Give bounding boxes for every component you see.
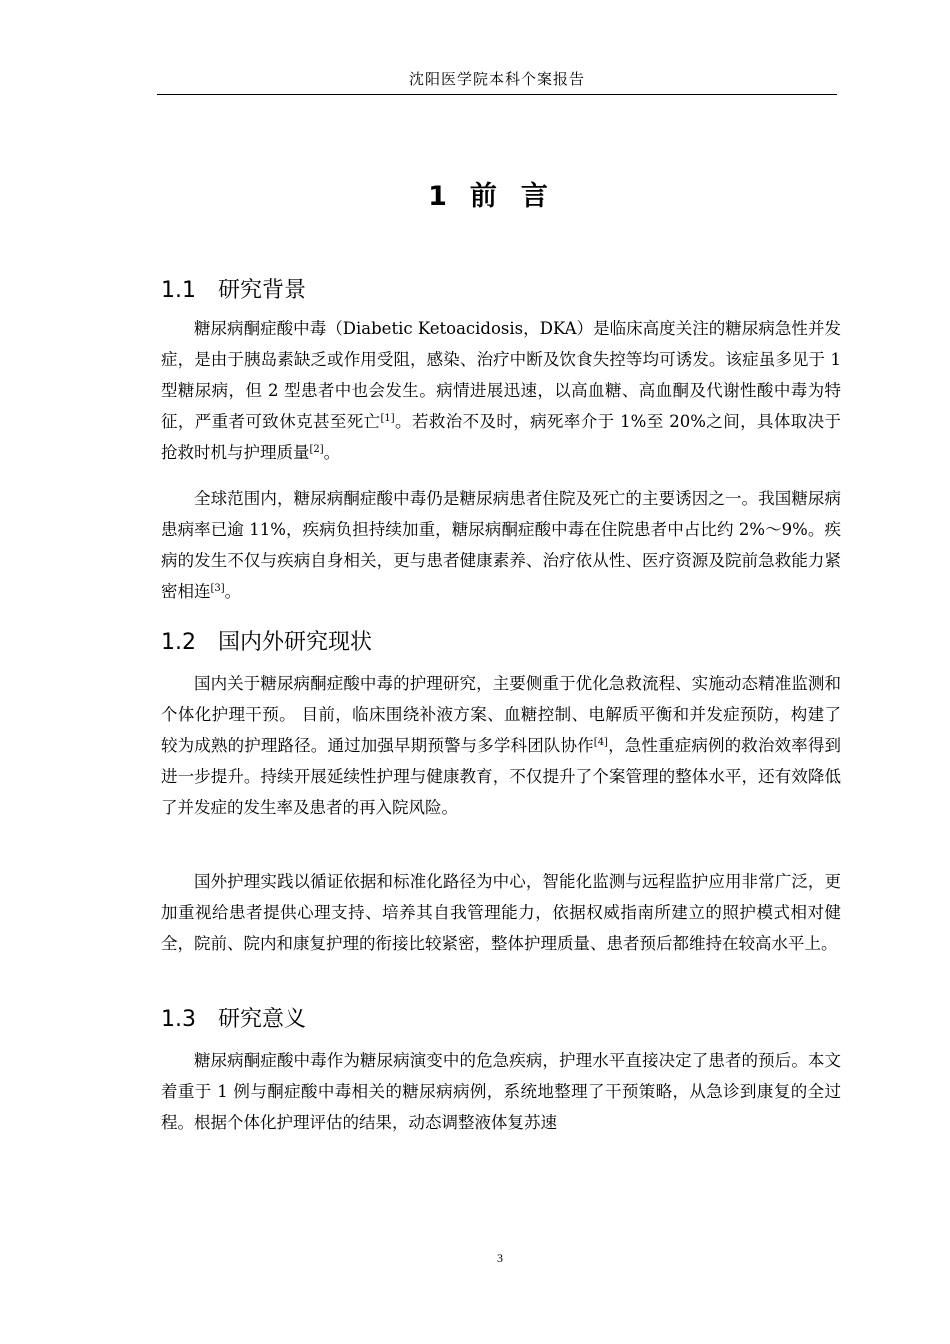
section-heading — [161, 625, 372, 656]
running-header: 沈阳医学院本科个案报告 — [408, 70, 585, 88]
section-title: 国内外研究现状 — [218, 630, 373, 655]
paragraph-text: 糖尿病酮症酸中毒作为糖尿病演变中的危急疾病，护理水平直接决定了患者的预后。本文着重于 1 例与酮症酸中毒相关的糖尿病病例，系统地整理了干预策略，从急诊到康复的全过程。根据个体化护理评估的结果，动态调整液体复苏速 — [161, 1051, 841, 1132]
paragraph-text: 。若救治不及时，病死率介于 1%至 20%之间，具体取决于抢救时机与护理质量 — [161, 412, 842, 462]
paragraph-text: 。 — [224, 582, 242, 601]
section-number: 1.2 — [161, 630, 196, 655]
paragraph-text: 国内关于糖尿病酮症酸中毒的护理研究，主要侧重于优化急救流程、实施动态精准监测和个体化护理干预。 目前，临床围绕补液方案、血糖控制、电解质平衡和并发症预防，构建了较为成熟的护理路径。通过加强早期预警与多学科团队协作 — [161, 674, 841, 755]
section-number: 1.1 — [161, 278, 196, 303]
citation-marker: [1] — [380, 413, 395, 424]
section-heading — [161, 273, 306, 304]
paragraph — [161, 866, 841, 959]
paragraph — [161, 668, 841, 823]
section-title: 研究意义 — [218, 1007, 307, 1032]
citation-marker: [2] — [309, 444, 324, 455]
chapter-title-text: 前言 — [469, 181, 572, 212]
paragraph — [161, 483, 841, 607]
paragraph — [161, 1045, 841, 1138]
citation-marker: [3] — [210, 583, 225, 594]
paragraph-text: ，急性重症病例的救治效率得到进一步提升。持续开展延续性护理与健康教育，不仅提升了个案管理的整体水平，还有效降低了并发症的发生率及患者的再入院风险。 — [161, 736, 842, 817]
paragraph-text: 糖尿病酮症酸中毒（Diabetic Ketoacidosis，DKA）是临床高度关注的糖尿病急性并发症，是由于胰岛素缺乏或作用受阻，感染、治疗中断及饮食失控等均可诱发。该症虽多见于 1 型糖尿病，但 2 型患者中也会发生。病情进展迅速，以高血糖、高血酮及代谢性酸中毒为特征，严重者可致休克甚至死亡 — [161, 319, 841, 431]
chapter-title — [0, 174, 950, 213]
chapter-number: 1 — [428, 181, 448, 212]
header-divider — [157, 94, 837, 95]
paragraph-text: 。 — [323, 443, 341, 462]
page-number: 3 — [497, 1251, 503, 1265]
section-title: 研究背景 — [218, 278, 307, 303]
section-heading — [161, 1002, 306, 1033]
paragraph — [161, 313, 841, 468]
citation-marker: [4] — [593, 737, 608, 748]
section-number: 1.3 — [161, 1007, 196, 1032]
paragraph-text: 全球范围内，糖尿病酮症酸中毒仍是糖尿病患者住院及死亡的主要诱因之一。我国糖尿病患病率已逾 11%，疾病负担持续加重，糖尿病酮症酸中毒在住院患者中占比约 2%～9%。疾病的发生不仅与疾病自身相关，更与患者健康素养、治疗依从性、医疗资源及院前急救能力紧密相连 — [161, 489, 841, 601]
paragraph-text: 国外护理实践以循证依据和标准化路径为中心，智能化监测与远程监护应用非常广泛，更加重视给患者提供心理支持、培养其自我管理能力，依据权威指南所建立的照护模式相对健全，院前、院内和康复护理的衔接比较紧密，整体护理质量、患者预后都维持在较高水平上。 — [161, 872, 841, 953]
